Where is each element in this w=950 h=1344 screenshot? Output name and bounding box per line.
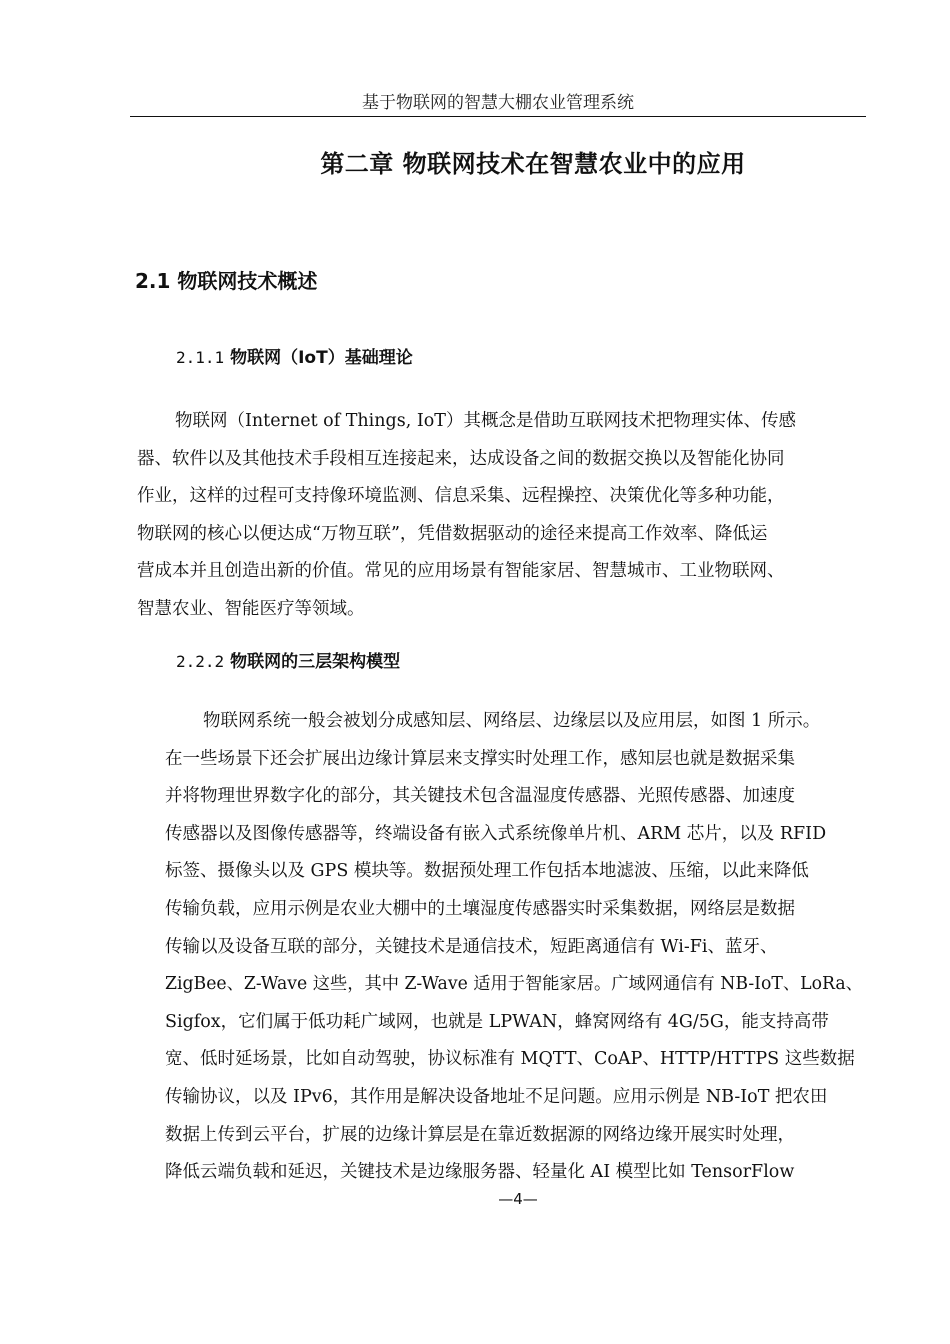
- subsection-title: 物联网的三层架构模型: [230, 652, 401, 672]
- paragraph-line: 传输以及设备互联的部分，关键技术是通信技术，短距离通信有 Wi-Fi、蓝牙、: [165, 936, 778, 957]
- paragraph-line: 在一些场景下还会扩展出边缘计算层来支撑实时处理工作，感知层也就是数据采集: [165, 748, 795, 769]
- section-heading-2-1: 2.1 物联网技术概述: [135, 269, 318, 293]
- paragraph-line: 传感器以及图像传感器等，终端设备有嵌入式系统像单片机、ARM 芯片，以及 RFID: [165, 823, 827, 844]
- paragraph-iot-basics: [137, 403, 857, 628]
- paragraph-line: 标签、摄像头以及 GPS 模块等。数据预处理工作包括本地滤波、压缩，以此来降低: [165, 861, 809, 882]
- paragraph-line: 器、软件以及其他技术手段相互连接起来，达成设备之间的数据交换以及智能化协同: [137, 448, 785, 469]
- paragraph-line: 智慧农业、智能医疗等领域。: [137, 598, 365, 619]
- chapter-title: 第二章 物联网技术在智慧农业中的应用: [320, 150, 746, 178]
- paragraph-line: 营成本并且创造出新的价值。常见的应用场景有智能家居、智慧城市、工业物联网、: [137, 561, 785, 581]
- running-header: 基于物联网的智慧大棚农业管理系统: [362, 93, 634, 113]
- paragraph-line: 作业，这样的过程可支持像环境监测、信息采集、远程操控、决策优化等多种功能，: [137, 486, 785, 506]
- paragraph-line: 传输负载，应用示例是农业大棚中的土壤湿度传感器实时采集数据，网络层是数据: [165, 898, 795, 919]
- page-number: —4—: [498, 1190, 538, 1208]
- paragraph-line: 传输协议，以及 IPv6，其作用是解决设备地址不足问题。应用示例是 NB-IoT 把农田: [165, 1086, 828, 1107]
- subsection-number: 2.1.1: [176, 348, 225, 367]
- paragraph-line: 物联网（Internet of Things, IoT）其概念是借助互联网技术把物理实体、传感: [175, 411, 796, 431]
- paragraph-line: 物联网系统一般会被划分成感知层、网络层、边缘层以及应用层，如图 1 所示。: [203, 711, 821, 731]
- subsection-number: 2.2.2: [176, 652, 225, 671]
- paragraph-line: 降低云端负载和延迟，关键技术是边缘服务器、轻量化 AI 模型比如 TensorFlow: [165, 1162, 795, 1183]
- paragraph-line: 数据上传到云平台，扩展的边缘计算层是在靠近数据源的网络边缘开展实时处理，: [165, 1124, 795, 1145]
- paragraph-iot-architecture: [165, 703, 865, 1192]
- header-rule: [130, 116, 866, 117]
- subsection-heading-2-2-2: [176, 649, 400, 675]
- paragraph-line: Sigfox，它们属于低功耗广域网，也就是 LPWAN，蜂窝网络有 4G/5G，能支持高带: [165, 1011, 829, 1032]
- paragraph-line: 并将物理世界数字化的部分，其关键技术包含温湿度传感器、光照传感器、加速度: [165, 786, 795, 807]
- paragraph-line: ZigBee、Z-Wave 这些，其中 Z-Wave 适用于智能家居。广域网通信有 NB-IoT、LoRa、: [165, 974, 863, 995]
- subsection-heading-2-1-1: [176, 345, 413, 371]
- paragraph-line: 物联网的核心以便达成“万物互联”，凭借数据驱动的途径来提高工作效率、降低运: [137, 523, 768, 544]
- paragraph-line: 宽、低时延场景，比如自动驾驶，协议标准有 MQTT、CoAP、HTTP/HTTPS 这些数据: [165, 1049, 855, 1070]
- subsection-title: 物联网（IoT）基础理论: [230, 348, 413, 368]
